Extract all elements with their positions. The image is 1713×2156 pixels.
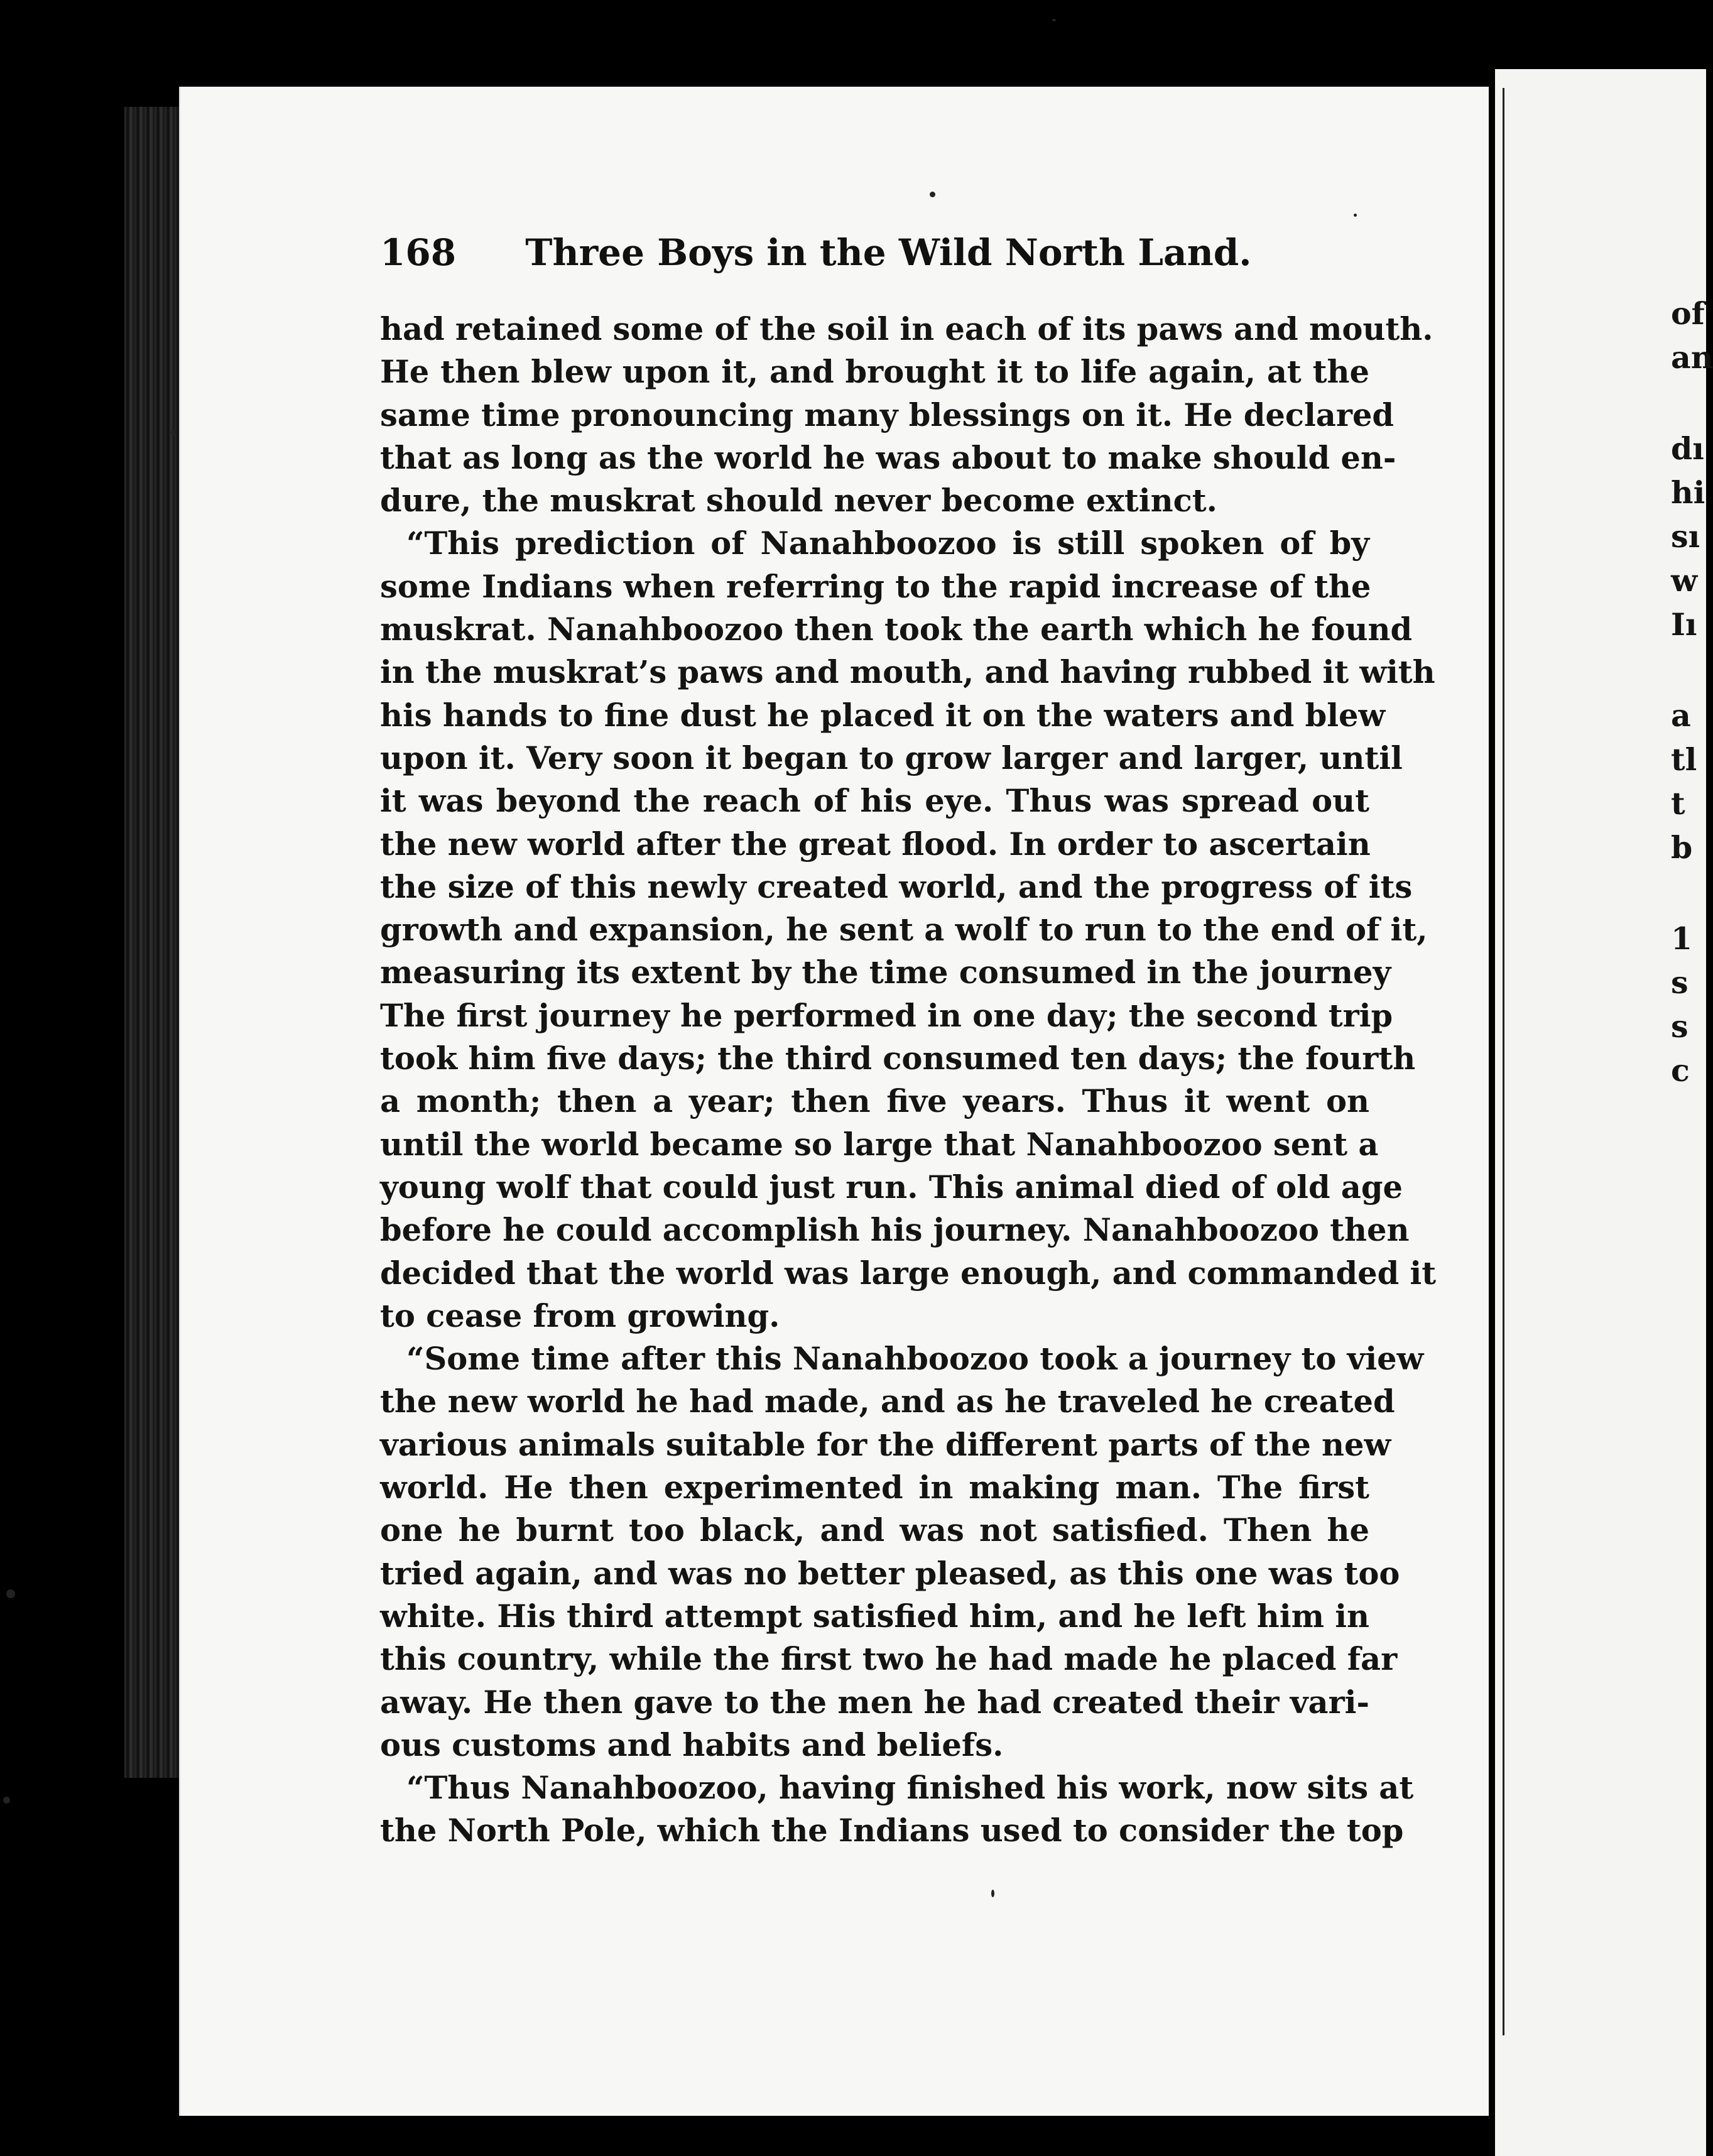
text-line: growth and expansion, he sent a wolf to run to the end of it, — [380, 912, 1428, 949]
text-line: world. He then experimented in making man. The first — [380, 1469, 1369, 1506]
facing-page-fragment: s — [1671, 1008, 1689, 1045]
text-line: until the world became so large that Nanahboozoo sent a — [380, 1126, 1379, 1163]
text-line: one he burnt too black, and was not satisfied. Then he — [380, 1512, 1369, 1549]
facing-page-fragment: c — [1671, 1052, 1690, 1089]
text-line: in the muskrat’s paws and mouth, and having rubbed it with — [380, 654, 1435, 691]
text-line: a month; then a year; then five years. Thus it went on — [380, 1083, 1369, 1120]
facing-page-fragment: of — [1671, 295, 1705, 332]
facing-page-fragment: w — [1671, 562, 1698, 599]
text-line: ous customs and habits and beliefs. — [380, 1726, 1004, 1763]
text-line: measuring its extent by the time consumed in the journey — [380, 954, 1391, 991]
paragraph — [380, 308, 1433, 522]
facing-page-fragment: s — [1671, 964, 1689, 1001]
facing-page-fragment: dı — [1671, 430, 1704, 467]
facing-page-edge — [1503, 88, 1504, 2035]
text-line: decided that the world was large enough, and commanded it — [380, 1255, 1437, 1292]
facing-page-fragment: tl — [1671, 741, 1697, 778]
text-line: took him five days; the third consumed ten days; the fourth — [380, 1040, 1416, 1077]
text-line: the size of this newly created world, and the progress of its — [380, 868, 1413, 905]
text-line: some Indians when referring to the rapid increase of the — [380, 568, 1371, 605]
text-line: He then blew upon it, and brought it to life again, at the — [380, 354, 1369, 391]
body-text — [380, 308, 1437, 1853]
scan-speck — [1354, 214, 1357, 217]
scan-speck — [3, 1797, 10, 1804]
text-line: young wolf that could just run. This animal died of old age — [380, 1168, 1403, 1206]
paragraph — [380, 1337, 1424, 1767]
paragraph — [380, 522, 1437, 1337]
text-line: dure, the muskrat should never become extinct. — [380, 482, 1217, 520]
text-line: away. He then gave to the men he had created their vari- — [380, 1684, 1369, 1721]
scan-speck — [6, 1589, 15, 1598]
text-line: this country, while the first two he had made he placed far — [380, 1641, 1398, 1678]
facing-page-fragment: t — [1671, 785, 1685, 822]
book-spine — [124, 107, 182, 1778]
text-line: “This prediction of Nanahboozoo is still spoken of by — [406, 525, 1369, 562]
text-line: his hands to fine dust he placed it on the waters and blew — [380, 697, 1386, 734]
text-line: the new world after the great flood. In order to ascertain — [380, 825, 1371, 863]
text-line: “Thus Nanahboozoo, having finished his work, now sits at — [406, 1770, 1414, 1807]
paragraph — [380, 1767, 1414, 1853]
text-line: white. His third attempt satisfied him, and he left him in — [380, 1598, 1369, 1635]
facing-page — [1495, 69, 1706, 2156]
facing-page-fragment: 1 — [1671, 920, 1693, 957]
text-line: same time pronouncing many blessings on it. He declared — [380, 396, 1395, 433]
facing-page-fragment: Iı — [1671, 606, 1697, 643]
scan-speck — [171, 430, 176, 435]
facing-page-fragment: hi — [1671, 474, 1705, 511]
text-line: upon it. Very soon it began to grow larger and larger, until — [380, 739, 1403, 776]
text-line: various animals suitable for the different parts of the new — [380, 1426, 1391, 1463]
text-line: before he could accomplish his journey. Nanahboozoo then — [380, 1212, 1410, 1249]
page-header — [380, 231, 1252, 274]
text-line: muskrat. Nanahboozoo then took the earth which he found — [380, 611, 1413, 648]
page-number: 168 — [380, 231, 457, 274]
running-title: Three Boys in the Wild North Land. — [525, 231, 1252, 274]
text-line: tried again, and was no better pleased, as this one was too — [380, 1555, 1400, 1592]
facing-page-fragment: a — [1671, 697, 1691, 734]
text-line: the North Pole, which the Indians used to consider the top — [380, 1812, 1404, 1849]
text-line: “Some time after this Nanahboozoo took a journey to view — [406, 1341, 1424, 1378]
text-line: The first journey he performed in one day; the second trip — [380, 997, 1393, 1034]
scan-speck — [1052, 19, 1056, 21]
text-line: that as long as the world he was about to make should en- — [380, 439, 1396, 476]
text-line: to cease from growing. — [380, 1297, 780, 1334]
facing-page-fragment: b — [1671, 829, 1693, 866]
text-line: the new world he had made, and as he traveled he created — [380, 1383, 1395, 1420]
text-line: had retained some of the soil in each of its paws and mouth. — [380, 311, 1433, 347]
page-gutter — [1489, 63, 1495, 2156]
facing-page-fragment: sı — [1671, 518, 1700, 555]
scan-speck — [930, 192, 935, 197]
facing-page-fragment: an — [1671, 339, 1713, 376]
text-line: it was beyond the reach of his eye. Thus was spread out — [380, 783, 1369, 820]
scan-speck — [991, 1890, 994, 1897]
